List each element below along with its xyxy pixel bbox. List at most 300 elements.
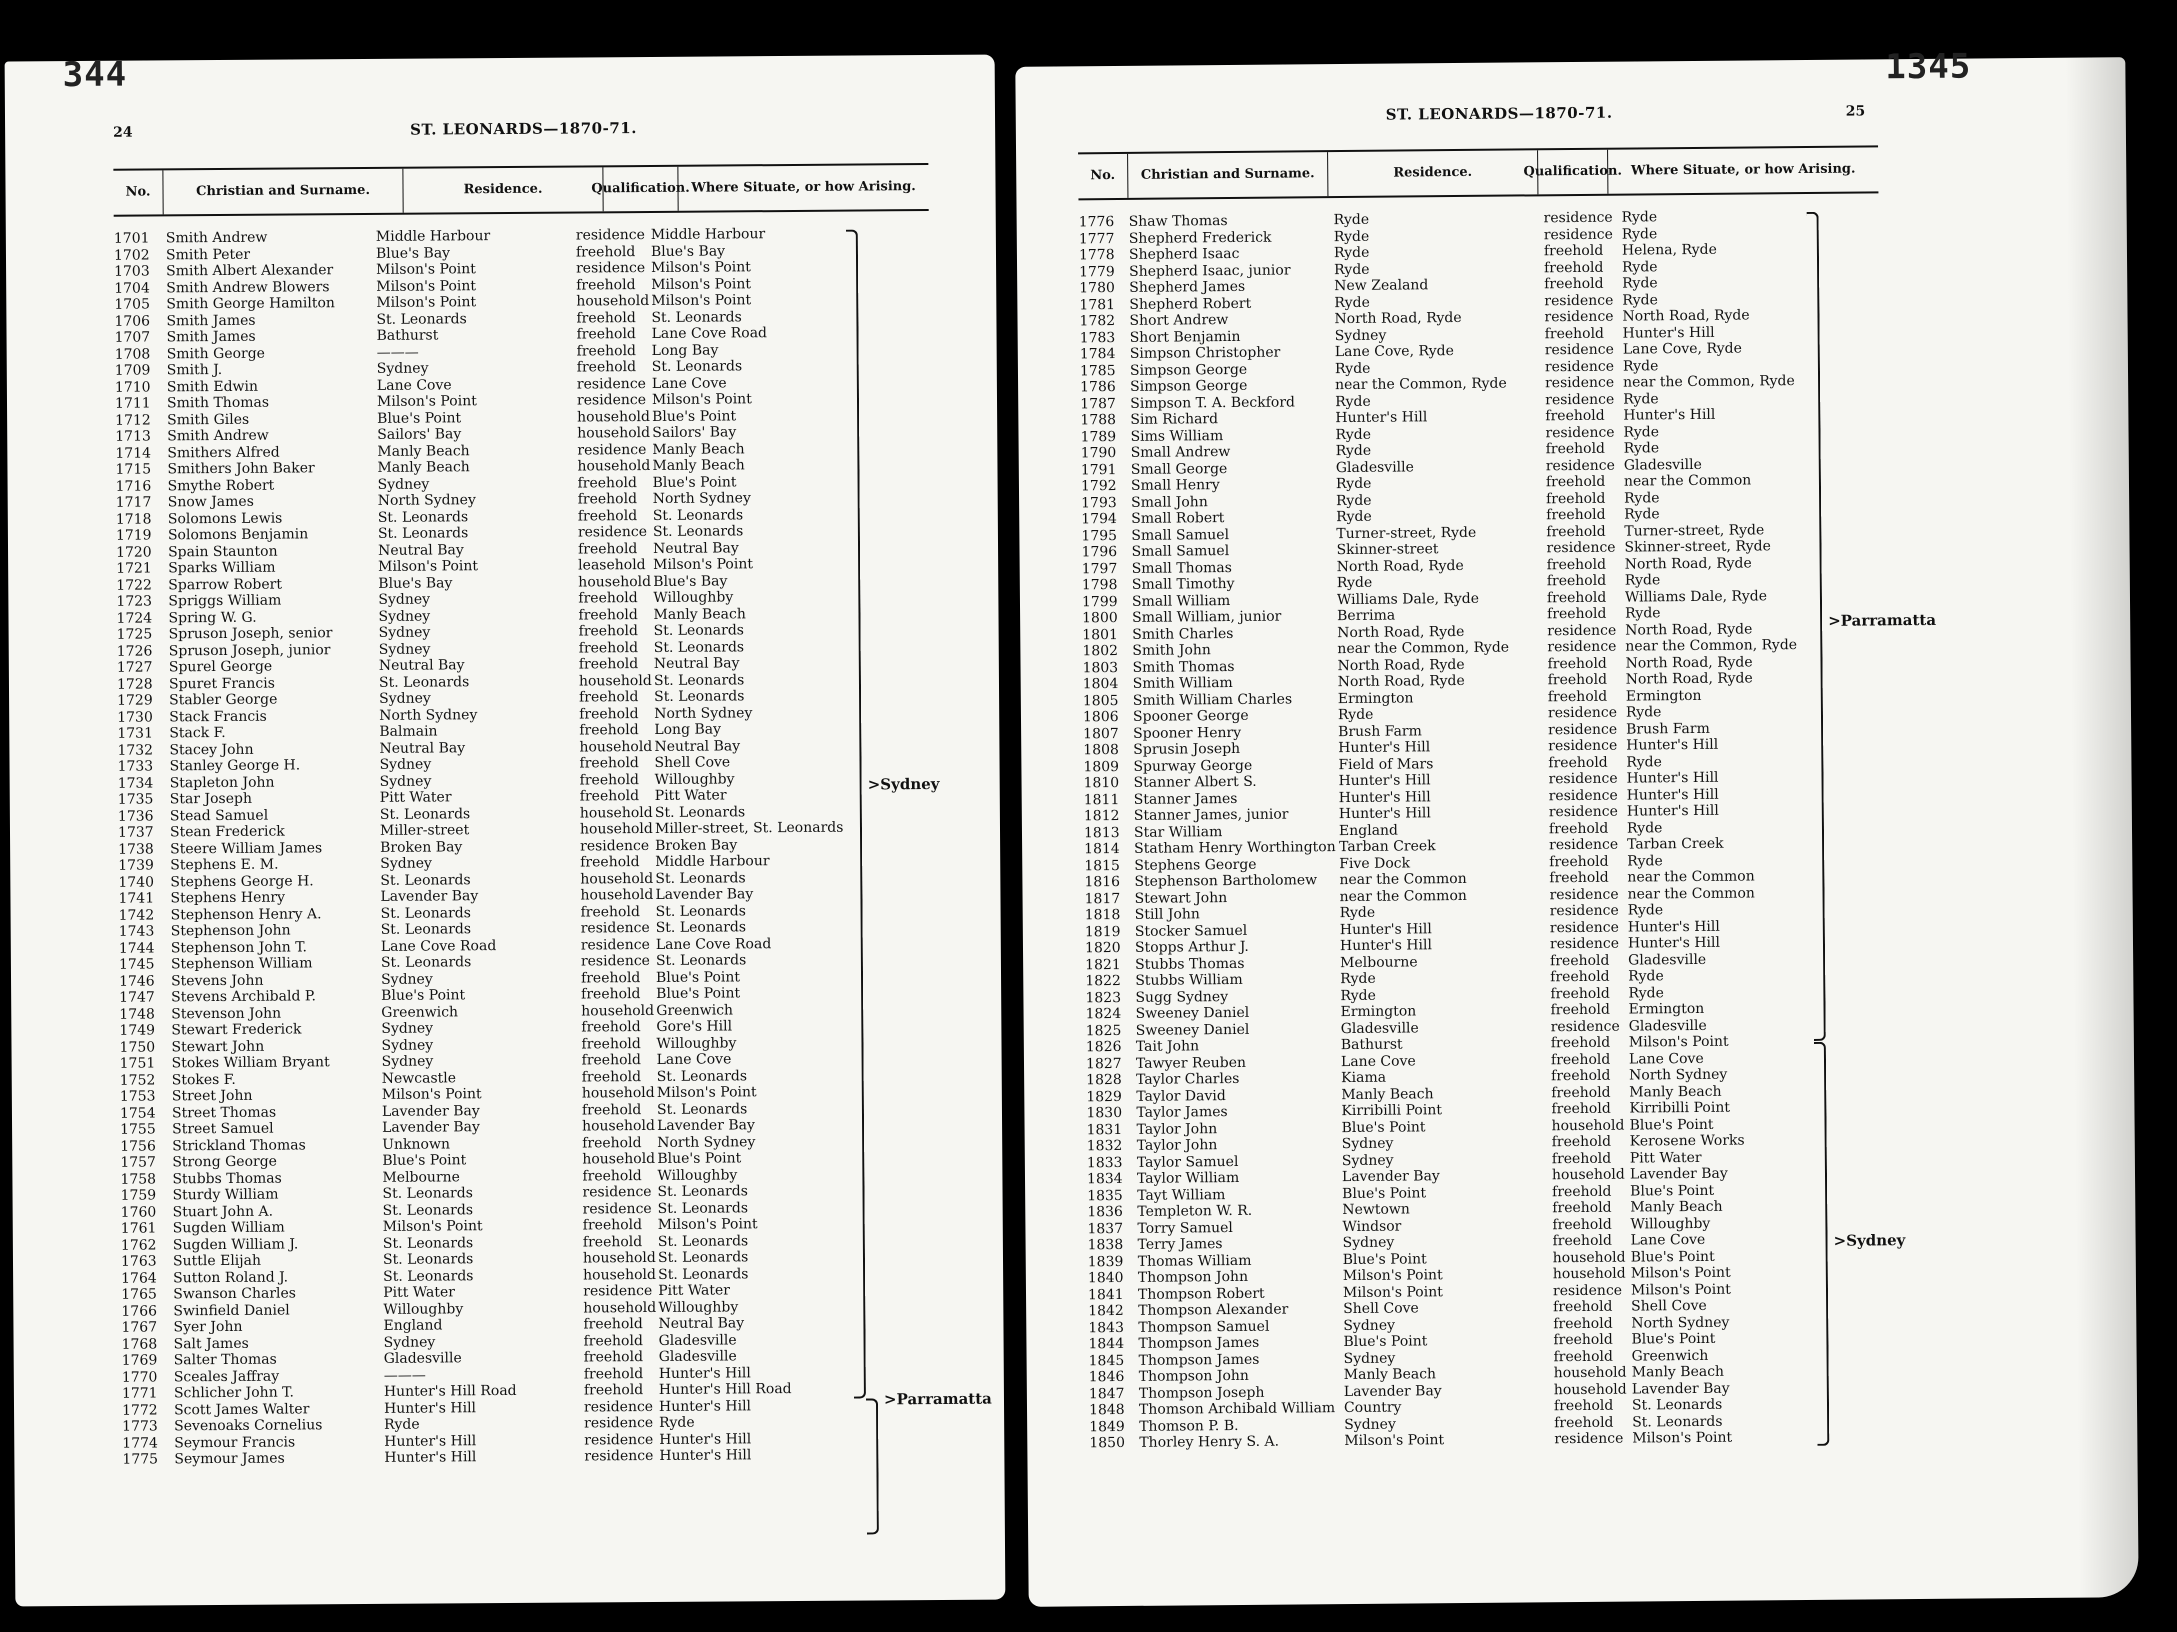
cell-no: 1717 bbox=[115, 494, 152, 511]
cell-res: Blue's Point bbox=[1342, 1184, 1427, 1202]
cell-no: 1730 bbox=[117, 708, 153, 726]
cell-qual: freehold bbox=[1548, 820, 1609, 837]
cell-qual: freehold bbox=[576, 342, 637, 359]
cell-res: near the Common bbox=[1339, 870, 1467, 889]
cell-where: near the Common, Ryde bbox=[1625, 637, 1798, 655]
cell-res: Ryde bbox=[1340, 970, 1376, 988]
cell-qual: residence bbox=[1547, 622, 1617, 639]
cell-where: Pitt Water bbox=[1629, 1149, 1702, 1167]
cell-no: 1738 bbox=[118, 840, 154, 858]
cell-no: 1707 bbox=[114, 329, 151, 346]
cell-where: North Road, Ryde bbox=[1625, 670, 1753, 688]
cell-res: Sydney bbox=[378, 591, 431, 608]
cell-where: St. Leonards bbox=[1632, 1413, 1723, 1431]
cell-res: Hunter's Hill bbox=[1338, 788, 1431, 806]
table-body bbox=[1079, 208, 1848, 1452]
cell-no: 1797 bbox=[1081, 560, 1118, 577]
cell-no: 1836 bbox=[1087, 1203, 1124, 1221]
cell-name: Spurway George bbox=[1133, 757, 1253, 775]
cell-no: 1792 bbox=[1080, 478, 1117, 495]
cell-res: Pitt Water bbox=[379, 789, 452, 806]
cell-name: Street John bbox=[171, 1087, 253, 1105]
cell-no: 1801 bbox=[1082, 626, 1118, 643]
cell-no: 1725 bbox=[116, 626, 153, 643]
cell-where: St. Leonards bbox=[652, 523, 744, 540]
cell-name: Sims William bbox=[1130, 427, 1224, 445]
brace-label-sydney: >Sydney bbox=[867, 774, 940, 794]
cell-where: Blue's Point bbox=[652, 407, 737, 425]
cell-name: Sturdy William bbox=[172, 1186, 279, 1204]
cell-no: 1782 bbox=[1079, 313, 1116, 330]
cell-res: Five Dock bbox=[1339, 854, 1411, 872]
cell-no: 1785 bbox=[1079, 362, 1116, 379]
cell-qual: freehold bbox=[1547, 655, 1607, 672]
cell-qual: household bbox=[577, 424, 651, 442]
cell-where: Neutral Bay bbox=[653, 655, 740, 672]
cell-no: 1810 bbox=[1083, 774, 1120, 792]
cell-where: St. Leonards bbox=[657, 1199, 749, 1217]
cell-res: Milson's Point bbox=[1344, 1432, 1445, 1450]
cell-qual: freehold bbox=[1545, 473, 1606, 491]
cell-name: Spain Staunton bbox=[167, 543, 278, 560]
cell-qual: freehold bbox=[583, 1365, 644, 1382]
cell-qual: residence bbox=[1543, 209, 1613, 227]
cell-res: Milson's Point bbox=[381, 1086, 482, 1103]
cell-name: Smithers John Baker bbox=[167, 460, 315, 478]
cell-no: 1842 bbox=[1088, 1302, 1124, 1320]
cell-qual: freehold bbox=[579, 722, 639, 739]
cell-no: 1805 bbox=[1082, 692, 1119, 709]
cell-qual: household bbox=[576, 292, 650, 310]
cell-qual: household bbox=[580, 886, 654, 904]
cell-name: Smith Thomas bbox=[166, 394, 270, 412]
cell-qual: freehold bbox=[1552, 1216, 1612, 1233]
cell-qual: freehold bbox=[583, 1382, 644, 1399]
cell-qual: freehold bbox=[1554, 1414, 1614, 1431]
cell-no: 1816 bbox=[1084, 873, 1121, 891]
cell-qual: residence bbox=[1547, 704, 1618, 722]
cell-no: 1794 bbox=[1081, 511, 1117, 528]
cell-qual: residence bbox=[1545, 391, 1615, 408]
cell-name: Thomson P. B. bbox=[1139, 1417, 1239, 1435]
cell-no: 1832 bbox=[1086, 1137, 1123, 1155]
cell-where: North Road, Ryde bbox=[1625, 620, 1753, 639]
cell-qual: household bbox=[583, 1266, 656, 1283]
cell-name: Small Samuel bbox=[1131, 543, 1230, 560]
cell-qual: freehold bbox=[578, 590, 638, 607]
cell-name: Star William bbox=[1133, 823, 1223, 841]
cell-qual: freehold bbox=[1546, 556, 1607, 573]
cell-res: near the Common bbox=[1339, 887, 1467, 905]
cell-no: 1833 bbox=[1086, 1154, 1123, 1171]
cell-where: North Sydney bbox=[657, 1133, 756, 1151]
cell-no: 1772 bbox=[121, 1401, 158, 1419]
cell-name: Shepherd Robert bbox=[1129, 295, 1252, 313]
cell-res: North Road, Ryde bbox=[1336, 557, 1464, 575]
cell-name: Stanner James bbox=[1133, 790, 1238, 808]
cell-res: Bathurst bbox=[376, 327, 439, 344]
cell-name: Stubbs Thomas bbox=[1135, 955, 1245, 973]
cell-res: Ryde bbox=[1333, 211, 1370, 229]
cell-no: 1702 bbox=[113, 246, 150, 264]
cell-name: Stopps Arthur J. bbox=[1134, 938, 1249, 956]
cell-name: Stephenson Bartholomew bbox=[1134, 872, 1318, 890]
cell-where: Turner-street, Ryde bbox=[1624, 521, 1765, 540]
cell-where: Long Bay bbox=[651, 341, 719, 359]
cell-name: Street Samuel bbox=[172, 1120, 274, 1138]
cell-res: Sydney bbox=[1334, 327, 1387, 344]
cell-qual: freehold bbox=[1544, 275, 1604, 293]
cell-no: 1767 bbox=[121, 1319, 158, 1336]
cell-where: Greenwich bbox=[656, 1001, 734, 1019]
cell-qual: freehold bbox=[577, 474, 637, 491]
cell-no: 1754 bbox=[119, 1104, 156, 1122]
cell-where: Manly Beach bbox=[1631, 1363, 1725, 1381]
cell-res: Newcastle bbox=[381, 1069, 457, 1087]
cell-res: Sydney bbox=[1341, 1135, 1394, 1153]
cell-res: Hunter's Hill bbox=[1338, 805, 1431, 823]
cell-where: North Road, Ryde bbox=[1624, 554, 1752, 573]
cell-no: 1789 bbox=[1080, 428, 1117, 445]
cell-no: 1731 bbox=[117, 725, 154, 742]
cell-res: Milson's Point bbox=[1342, 1267, 1443, 1285]
cell-res: Sydney bbox=[1342, 1234, 1395, 1252]
cell-res: Sydney bbox=[1344, 1416, 1396, 1433]
cell-where: North Sydney bbox=[1631, 1314, 1730, 1332]
cell-res: St. Leonards bbox=[379, 805, 471, 823]
cell-res: Hunter's Hill bbox=[384, 1432, 477, 1450]
cell-res: Hunter's Hill bbox=[1338, 772, 1431, 790]
cell-qual: residence bbox=[583, 1282, 653, 1300]
cell-where: Pitt Water bbox=[654, 787, 727, 804]
cell-no: 1823 bbox=[1085, 989, 1122, 1006]
cell-qual: freehold bbox=[579, 771, 640, 788]
cell-where: Blue's Point bbox=[1631, 1330, 1716, 1348]
cell-where: Willoughby bbox=[656, 1034, 737, 1052]
cell-where: Ryde bbox=[1621, 209, 1658, 226]
cell-no: 1711 bbox=[114, 395, 151, 412]
cell-qual: freehold bbox=[579, 689, 639, 706]
cell-qual: household bbox=[577, 408, 650, 425]
cell-where: St. Leonards bbox=[1631, 1396, 1723, 1414]
cell-no: 1788 bbox=[1080, 412, 1117, 429]
cell-res: Sydney bbox=[379, 756, 432, 773]
brace-label-sydney: >Sydney bbox=[1833, 1231, 1906, 1250]
cell-where: Ryde bbox=[1622, 275, 1658, 292]
cell-where: Hunter's Hill bbox=[1627, 934, 1721, 952]
cell-where: near the Common, Ryde bbox=[1623, 373, 1795, 391]
cell-where: Gladesville bbox=[1628, 951, 1707, 969]
cell-res: Lavender Bay bbox=[381, 1102, 480, 1120]
cell-name: Spriggs William bbox=[168, 592, 282, 610]
cell-name: Stokes F. bbox=[171, 1071, 236, 1088]
cell-name: Stanner James, junior bbox=[1133, 806, 1289, 824]
cell-where: St. Leonards bbox=[652, 506, 744, 524]
cell-res: Sailors' Bay bbox=[377, 426, 462, 443]
cell-name: Smith Andrew bbox=[167, 427, 269, 445]
cell-no: 1845 bbox=[1088, 1352, 1125, 1369]
cell-qual: residence bbox=[580, 919, 650, 937]
cell-qual: residence bbox=[1549, 902, 1619, 920]
cell-name: Stephens Henry bbox=[170, 889, 286, 907]
cell-qual: residence bbox=[1549, 886, 1619, 903]
cell-no: 1814 bbox=[1084, 840, 1120, 858]
cell-where: St. Leonards bbox=[655, 902, 746, 920]
cell-name: Smith Edwin bbox=[166, 378, 259, 395]
cell-where: Blue's Point bbox=[1629, 1116, 1714, 1134]
cell-where: Ryde bbox=[1621, 225, 1658, 243]
cell-no: 1798 bbox=[1081, 577, 1118, 594]
cell-res: Greenwich bbox=[381, 1003, 459, 1021]
cell-res: Lavender Bay bbox=[382, 1119, 480, 1136]
cell-no: 1774 bbox=[122, 1434, 158, 1452]
cell-no: 1847 bbox=[1088, 1385, 1125, 1402]
cell-qual: freehold bbox=[1551, 1100, 1611, 1118]
cell-no: 1822 bbox=[1085, 972, 1121, 990]
cell-res: St. Leonards bbox=[382, 1185, 473, 1202]
cell-res: Blue's Bay bbox=[375, 244, 451, 262]
cell-res: ——— bbox=[376, 344, 419, 361]
cell-name: Thompson Robert bbox=[1137, 1285, 1265, 1303]
cell-where: St. Leonards bbox=[657, 1249, 749, 1266]
cell-qual: freehold bbox=[1546, 589, 1607, 606]
cell-res: Tarban Creek bbox=[1339, 838, 1436, 856]
header-residence: Residence. bbox=[1328, 150, 1538, 196]
cell-name: Still John bbox=[1134, 906, 1200, 923]
cell-name: Stevens John bbox=[170, 972, 264, 989]
cell-qual: freehold bbox=[1553, 1397, 1614, 1415]
cell-no: 1751 bbox=[119, 1055, 156, 1072]
cell-res: Sydney bbox=[1343, 1350, 1396, 1367]
cell-qual: freehold bbox=[577, 540, 638, 557]
cell-qual: freehold bbox=[582, 1217, 643, 1234]
cell-name: Taylor James bbox=[1136, 1104, 1228, 1121]
cell-where: Ryde bbox=[1624, 572, 1661, 589]
cell-no: 1811 bbox=[1083, 791, 1120, 808]
cell-res: Willoughby bbox=[383, 1300, 464, 1318]
cell-res: Neutral Bay bbox=[377, 541, 464, 559]
cell-no: 1809 bbox=[1083, 758, 1120, 775]
cell-res: Hunter's Hill bbox=[384, 1449, 477, 1466]
cell-res: Manly Beach bbox=[377, 459, 470, 476]
cell-res: Hunter's Hill bbox=[383, 1399, 477, 1417]
cell-res: Kirribilli Point bbox=[1341, 1102, 1443, 1120]
cell-qual: freehold bbox=[581, 1035, 641, 1052]
cell-name: Stevens Archibald P. bbox=[171, 988, 316, 1006]
cell-qual: freehold bbox=[576, 359, 637, 376]
cell-qual: freehold bbox=[1552, 1183, 1612, 1200]
cell-where: Middle Harbour bbox=[655, 853, 770, 870]
cell-qual: freehold bbox=[578, 639, 639, 656]
cell-qual: freehold bbox=[583, 1316, 643, 1333]
cell-where: Gladesville bbox=[658, 1348, 737, 1365]
cell-name: Stephenson William bbox=[170, 955, 313, 973]
cell-qual: residence bbox=[1550, 1018, 1620, 1035]
header-qualification: Qualification. bbox=[603, 167, 678, 212]
cell-qual: freehold bbox=[1545, 407, 1605, 425]
cell-name: Stephens George bbox=[1134, 856, 1257, 874]
cell-qual: freehold bbox=[1545, 440, 1606, 458]
cell-qual: residence bbox=[1544, 308, 1614, 326]
cell-where: Lavender Bay bbox=[657, 1117, 755, 1134]
cell-res: Sydney bbox=[376, 360, 429, 377]
cell-no: 1783 bbox=[1079, 329, 1116, 346]
cell-res: North Sydney bbox=[377, 492, 476, 509]
cell-qual: household bbox=[1552, 1249, 1626, 1266]
cell-name: Stocker Samuel bbox=[1134, 922, 1248, 940]
cell-where: Willoughby bbox=[657, 1166, 738, 1184]
cell-res: Pitt Water bbox=[383, 1284, 456, 1301]
cell-where: Ryde bbox=[1628, 984, 1664, 1002]
cell-qual: household bbox=[580, 870, 654, 887]
cell-res: Kiama bbox=[1341, 1069, 1387, 1087]
cell-name: Stead Samuel bbox=[169, 807, 269, 824]
cell-name: Short Benjamin bbox=[1129, 328, 1241, 346]
cell-res: near the Common, Ryde bbox=[1337, 639, 1510, 658]
cell-name: Simpson T. A. Beckford bbox=[1130, 393, 1296, 412]
cell-qual: freehold bbox=[582, 1134, 642, 1151]
cell-res: Sydney bbox=[1341, 1152, 1394, 1169]
cell-no: 1848 bbox=[1088, 1401, 1125, 1419]
cell-res: Windsor bbox=[1342, 1218, 1402, 1235]
table-header bbox=[1078, 145, 1878, 200]
cell-res: Ryde bbox=[1336, 508, 1372, 526]
cell-name: Taylor Charles bbox=[1136, 1070, 1240, 1088]
cell-no: 1723 bbox=[116, 593, 153, 610]
header-residence: Residence. bbox=[403, 167, 603, 212]
cell-res: Hunter's Hill Road bbox=[383, 1382, 517, 1400]
cell-res: Sydney bbox=[378, 608, 431, 625]
cell-where: Blue's Bay bbox=[650, 242, 726, 260]
cell-name: Thompson Samuel bbox=[1138, 1318, 1270, 1336]
cell-where: St. Leonards bbox=[653, 671, 745, 689]
cell-name: Sim Richard bbox=[1130, 411, 1219, 428]
cell-res: Gladesville bbox=[383, 1350, 462, 1367]
cell-qual: freehold bbox=[1547, 671, 1608, 689]
cell-where: Ryde bbox=[1626, 753, 1662, 771]
cell-no: 1834 bbox=[1086, 1170, 1123, 1188]
cell-no: 1749 bbox=[119, 1022, 156, 1039]
cell-qual: freehold bbox=[581, 1019, 641, 1036]
cell-qual: residence bbox=[1548, 737, 1618, 755]
cell-qual: household bbox=[1551, 1166, 1625, 1184]
cell-no: 1768 bbox=[121, 1335, 158, 1353]
header-where: Where Situate, or how Arising. bbox=[691, 179, 916, 196]
cell-where: Gladesville bbox=[1628, 1017, 1707, 1035]
cell-name: Shepherd Isaac bbox=[1128, 245, 1240, 263]
cell-res: Berrima bbox=[1337, 607, 1396, 625]
cell-qual: residence bbox=[584, 1447, 654, 1465]
cell-res: North Sydney bbox=[379, 706, 478, 724]
cell-res: near the Common, Ryde bbox=[1335, 375, 1507, 394]
cell-where: Gladesville bbox=[658, 1331, 737, 1349]
cell-no: 1839 bbox=[1087, 1253, 1124, 1270]
cell-no: 1722 bbox=[116, 576, 152, 594]
cell-no: 1786 bbox=[1080, 379, 1116, 396]
cell-no: 1802 bbox=[1082, 642, 1119, 660]
cell-where: St. Leonards bbox=[653, 638, 745, 656]
cell-qual: freehold bbox=[1547, 605, 1607, 623]
cell-where: Hunter's Hill bbox=[1627, 918, 1720, 936]
cell-no: 1791 bbox=[1080, 461, 1117, 478]
cell-name: Smith George Hamilton bbox=[166, 295, 335, 313]
cell-name: Simpson George bbox=[1130, 377, 1248, 395]
cell-no: 1721 bbox=[116, 560, 152, 577]
cell-qual: freehold bbox=[576, 309, 636, 326]
cell-res: Country bbox=[1343, 1399, 1402, 1417]
cell-where: Sailors' Bay bbox=[652, 424, 737, 441]
cell-where: Hunter's Hill bbox=[659, 1447, 752, 1464]
cell-name: Tait John bbox=[1135, 1038, 1200, 1055]
cell-no: 1752 bbox=[119, 1071, 156, 1089]
cell-res: St. Leonards bbox=[382, 1201, 474, 1219]
cell-where: Ryde bbox=[1627, 902, 1664, 919]
cell-qual: residence bbox=[1549, 919, 1619, 936]
cell-where: Ryde bbox=[1623, 390, 1659, 408]
cell-name: Stephenson John bbox=[170, 922, 291, 940]
cell-where: Ryde bbox=[1626, 819, 1663, 837]
brace-label-parramatta: >Parramatta bbox=[1828, 610, 1937, 630]
cell-no: 1778 bbox=[1078, 247, 1115, 264]
cell-no: 1812 bbox=[1083, 807, 1120, 825]
cell-no: 1769 bbox=[121, 1352, 158, 1369]
cell-name: Stanley George H. bbox=[169, 757, 301, 775]
cell-no: 1796 bbox=[1081, 544, 1118, 561]
cell-where: Shell Cove bbox=[1631, 1297, 1707, 1315]
cell-where: Willoughby bbox=[654, 770, 735, 788]
cell-name: Tawyer Reuben bbox=[1135, 1054, 1247, 1072]
cell-no: 1820 bbox=[1084, 939, 1121, 957]
cell-name: Spring W. G. bbox=[168, 609, 257, 626]
cell-where: Ryde bbox=[1625, 704, 1662, 721]
cell-no: 1819 bbox=[1084, 923, 1121, 940]
cell-where: Milson's Point bbox=[651, 275, 752, 293]
cell-no: 1739 bbox=[118, 857, 154, 874]
cell-name: Stephenson Henry A. bbox=[170, 905, 322, 923]
cell-no: 1784 bbox=[1079, 346, 1116, 363]
cell-res: Neutral Bay bbox=[379, 739, 466, 757]
cell-res: New Zealand bbox=[1334, 277, 1429, 295]
cell-qual: residence bbox=[576, 375, 646, 392]
header-name: Christian and Surname. bbox=[163, 169, 403, 215]
cell-res: Ermington bbox=[1340, 1003, 1417, 1021]
cell-name: Short Andrew bbox=[1129, 312, 1229, 329]
cell-where: Lane Cove bbox=[651, 374, 727, 392]
page-number: 24 bbox=[113, 124, 133, 141]
cell-where: Ermington bbox=[1625, 687, 1702, 705]
cell-no: 1817 bbox=[1084, 890, 1121, 907]
cell-where: Lane Cove bbox=[656, 1051, 732, 1068]
cell-res: Lavender Bay bbox=[1341, 1168, 1440, 1186]
cell-no: 1745 bbox=[118, 956, 155, 973]
cell-res: Sydney bbox=[378, 641, 431, 658]
cell-res: Skinner-street bbox=[1336, 541, 1439, 559]
cell-no: 1703 bbox=[114, 263, 150, 280]
cell-name: Sweeney Daniel bbox=[1135, 1004, 1250, 1022]
cell-where: Manly Beach bbox=[1629, 1083, 1722, 1101]
cell-no: 1803 bbox=[1082, 659, 1119, 676]
cell-qual: residence bbox=[576, 392, 647, 409]
cell-where: St. Leonards bbox=[658, 1265, 749, 1283]
cell-name: Solomons Lewis bbox=[167, 510, 283, 527]
cell-name: Taylor Samuel bbox=[1136, 1153, 1239, 1171]
cell-qual: household bbox=[583, 1299, 657, 1316]
cell-no: 1750 bbox=[119, 1038, 156, 1056]
cell-where: Milson's Point bbox=[1628, 1033, 1729, 1051]
cell-where: Blue's Point bbox=[656, 985, 741, 1002]
cell-res: Sydney bbox=[377, 476, 430, 493]
cell-name: Syer John bbox=[173, 1318, 243, 1336]
